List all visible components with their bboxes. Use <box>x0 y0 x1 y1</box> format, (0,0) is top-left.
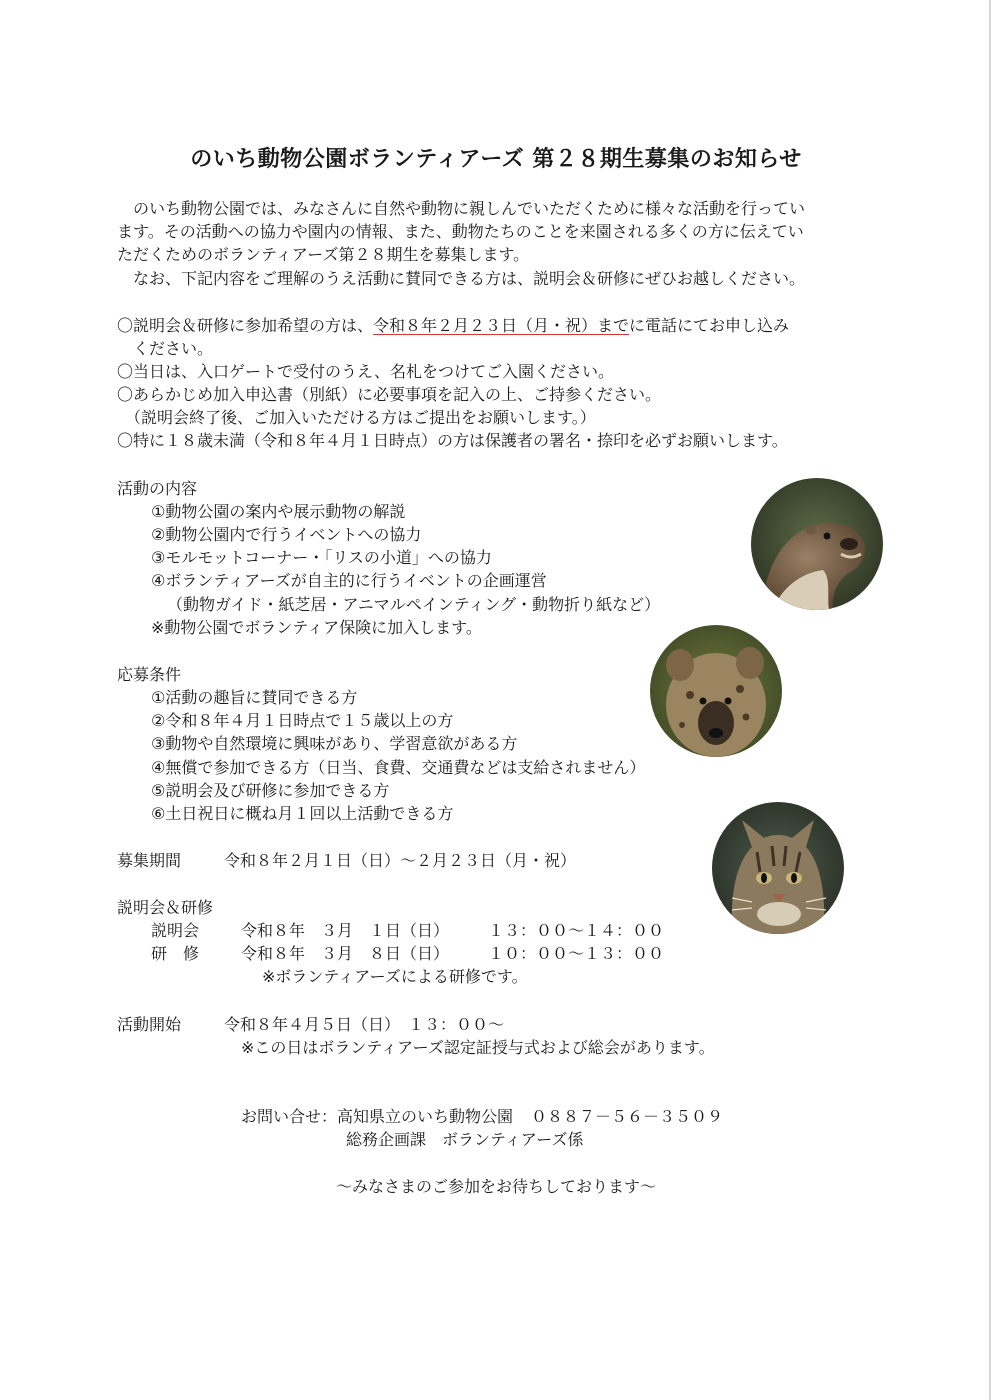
briefing-label: 説明会 <box>151 921 200 940</box>
activity-item: ②動物公園内で行うイベントへの協力 <box>151 525 422 544</box>
notice-application-suffix: に電話にてお申し込み <box>629 316 790 335</box>
notice-form-submission: （説明会終了後、ご加入いただける方はご提出をお願いします。） <box>117 408 596 427</box>
conditions-heading: 応募条件 <box>117 665 182 684</box>
cat-photo <box>712 802 844 934</box>
period-label: 募集期間 <box>117 851 182 870</box>
notice-minors: 〇特に１８歳未満（令和８年４月１日時点）の方は保護者の署名・捺印を必ずお願いします。 <box>117 431 788 450</box>
page-title: のいち動物公園ボランティアーズ 第２８期生募集のお知らせ <box>190 147 802 172</box>
notice-application-prefix: 〇説明会＆研修に参加希望の方は、 <box>117 316 374 335</box>
activity-item: ③モルモットコーナー・「リスの小道」への協力 <box>151 548 492 567</box>
otter-photo <box>751 478 883 610</box>
start-label: 活動開始 <box>117 1015 182 1034</box>
condition-item: ①活動の趣旨に賛同できる方 <box>151 688 358 707</box>
contact-line-1 <box>241 1106 723 1128</box>
contact-department: 総務企画課 ボランティアーズ係 <box>346 1130 584 1149</box>
contact-organization: お問い合せ：高知県立のいち動物公園 <box>241 1107 514 1126</box>
training-label: 研 修 <box>151 944 200 963</box>
activity-examples: （動物ガイド・紙芝居・アニマルペインティング・動物折り紙など） <box>167 595 661 614</box>
session-heading: 説明会＆研修 <box>117 898 214 917</box>
deadline-underlined: 令和８年２月２３日（月・祝）まで <box>373 316 630 335</box>
condition-item: ④無償で参加できる方（日当、食費、交通費などは支給されません） <box>151 758 646 777</box>
briefing-date: 令和８年 ３月 １日（日） <box>241 921 450 940</box>
start-value: 令和８年４月５日（日） １３：００～ <box>224 1015 505 1034</box>
contact-phone: ０８８７－５６－３５０９ <box>531 1107 724 1126</box>
training-time: １０：００～１３：００ <box>488 944 665 963</box>
activity-item: ④ボランティアーズが自主的に行うイベントの企画運営 <box>151 571 547 590</box>
activity-item: ①動物公園の案内や展示動物の解説 <box>151 502 406 521</box>
notice-application <box>117 315 789 337</box>
intro-line-4: なお、下記内容をご理解のうえ活動に賛同できる方は、説明会＆研修にぜひお越しください。 <box>117 269 806 288</box>
intro-line-3: ただくためのボランティアーズ第２８期生を募集します。 <box>117 245 530 264</box>
intro-line-2: ます。その活動への協力や園内の情報、また、動物たちのことを来園される多くの方に伝えてい <box>117 222 804 241</box>
intro-line-1: のいち動物公園では、みなさんに自然や動物に親しんでいただくために様々な活動を行ってい <box>117 199 806 218</box>
notice-entry-gate: 〇当日は、入口ゲートで受付のうえ、名札をつけてご入園ください。 <box>117 362 614 381</box>
period-value: 令和８年２月１日（日）～２月２３日（月・祝） <box>224 851 577 870</box>
training-date: 令和８年 ３月 ８日（日） <box>241 944 450 963</box>
condition-item: ②令和８年４月１日時点で１５歳以上の方 <box>151 711 454 730</box>
training-note: ※ボランティアーズによる研修です。 <box>262 967 528 986</box>
condition-item: ⑤説明会及び研修に参加できる方 <box>151 781 390 800</box>
condition-item: ③動物や自然環境に興味があり、学習意欲がある方 <box>151 734 518 753</box>
condition-item: ⑥土日祝日に概ね月１回以上活動できる方 <box>151 804 454 823</box>
insurance-note: ※動物公園でボランティア保険に加入します。 <box>151 618 482 637</box>
hyena-photo <box>650 625 782 757</box>
briefing-time: １３：００～１４：００ <box>488 921 665 940</box>
closing-message: ～みなさまのご参加をお待ちしております～ <box>335 1177 656 1196</box>
notice-application-continued: ください。 <box>117 339 214 358</box>
notice-application-form: 〇あらかじめ加入申込書（別紙）に必要事項を記入の上、ご持参ください。 <box>117 385 662 404</box>
activities-heading: 活動の内容 <box>117 479 198 498</box>
start-note: ※この日はボランティアーズ認定証授与式および総会があります。 <box>241 1038 715 1057</box>
